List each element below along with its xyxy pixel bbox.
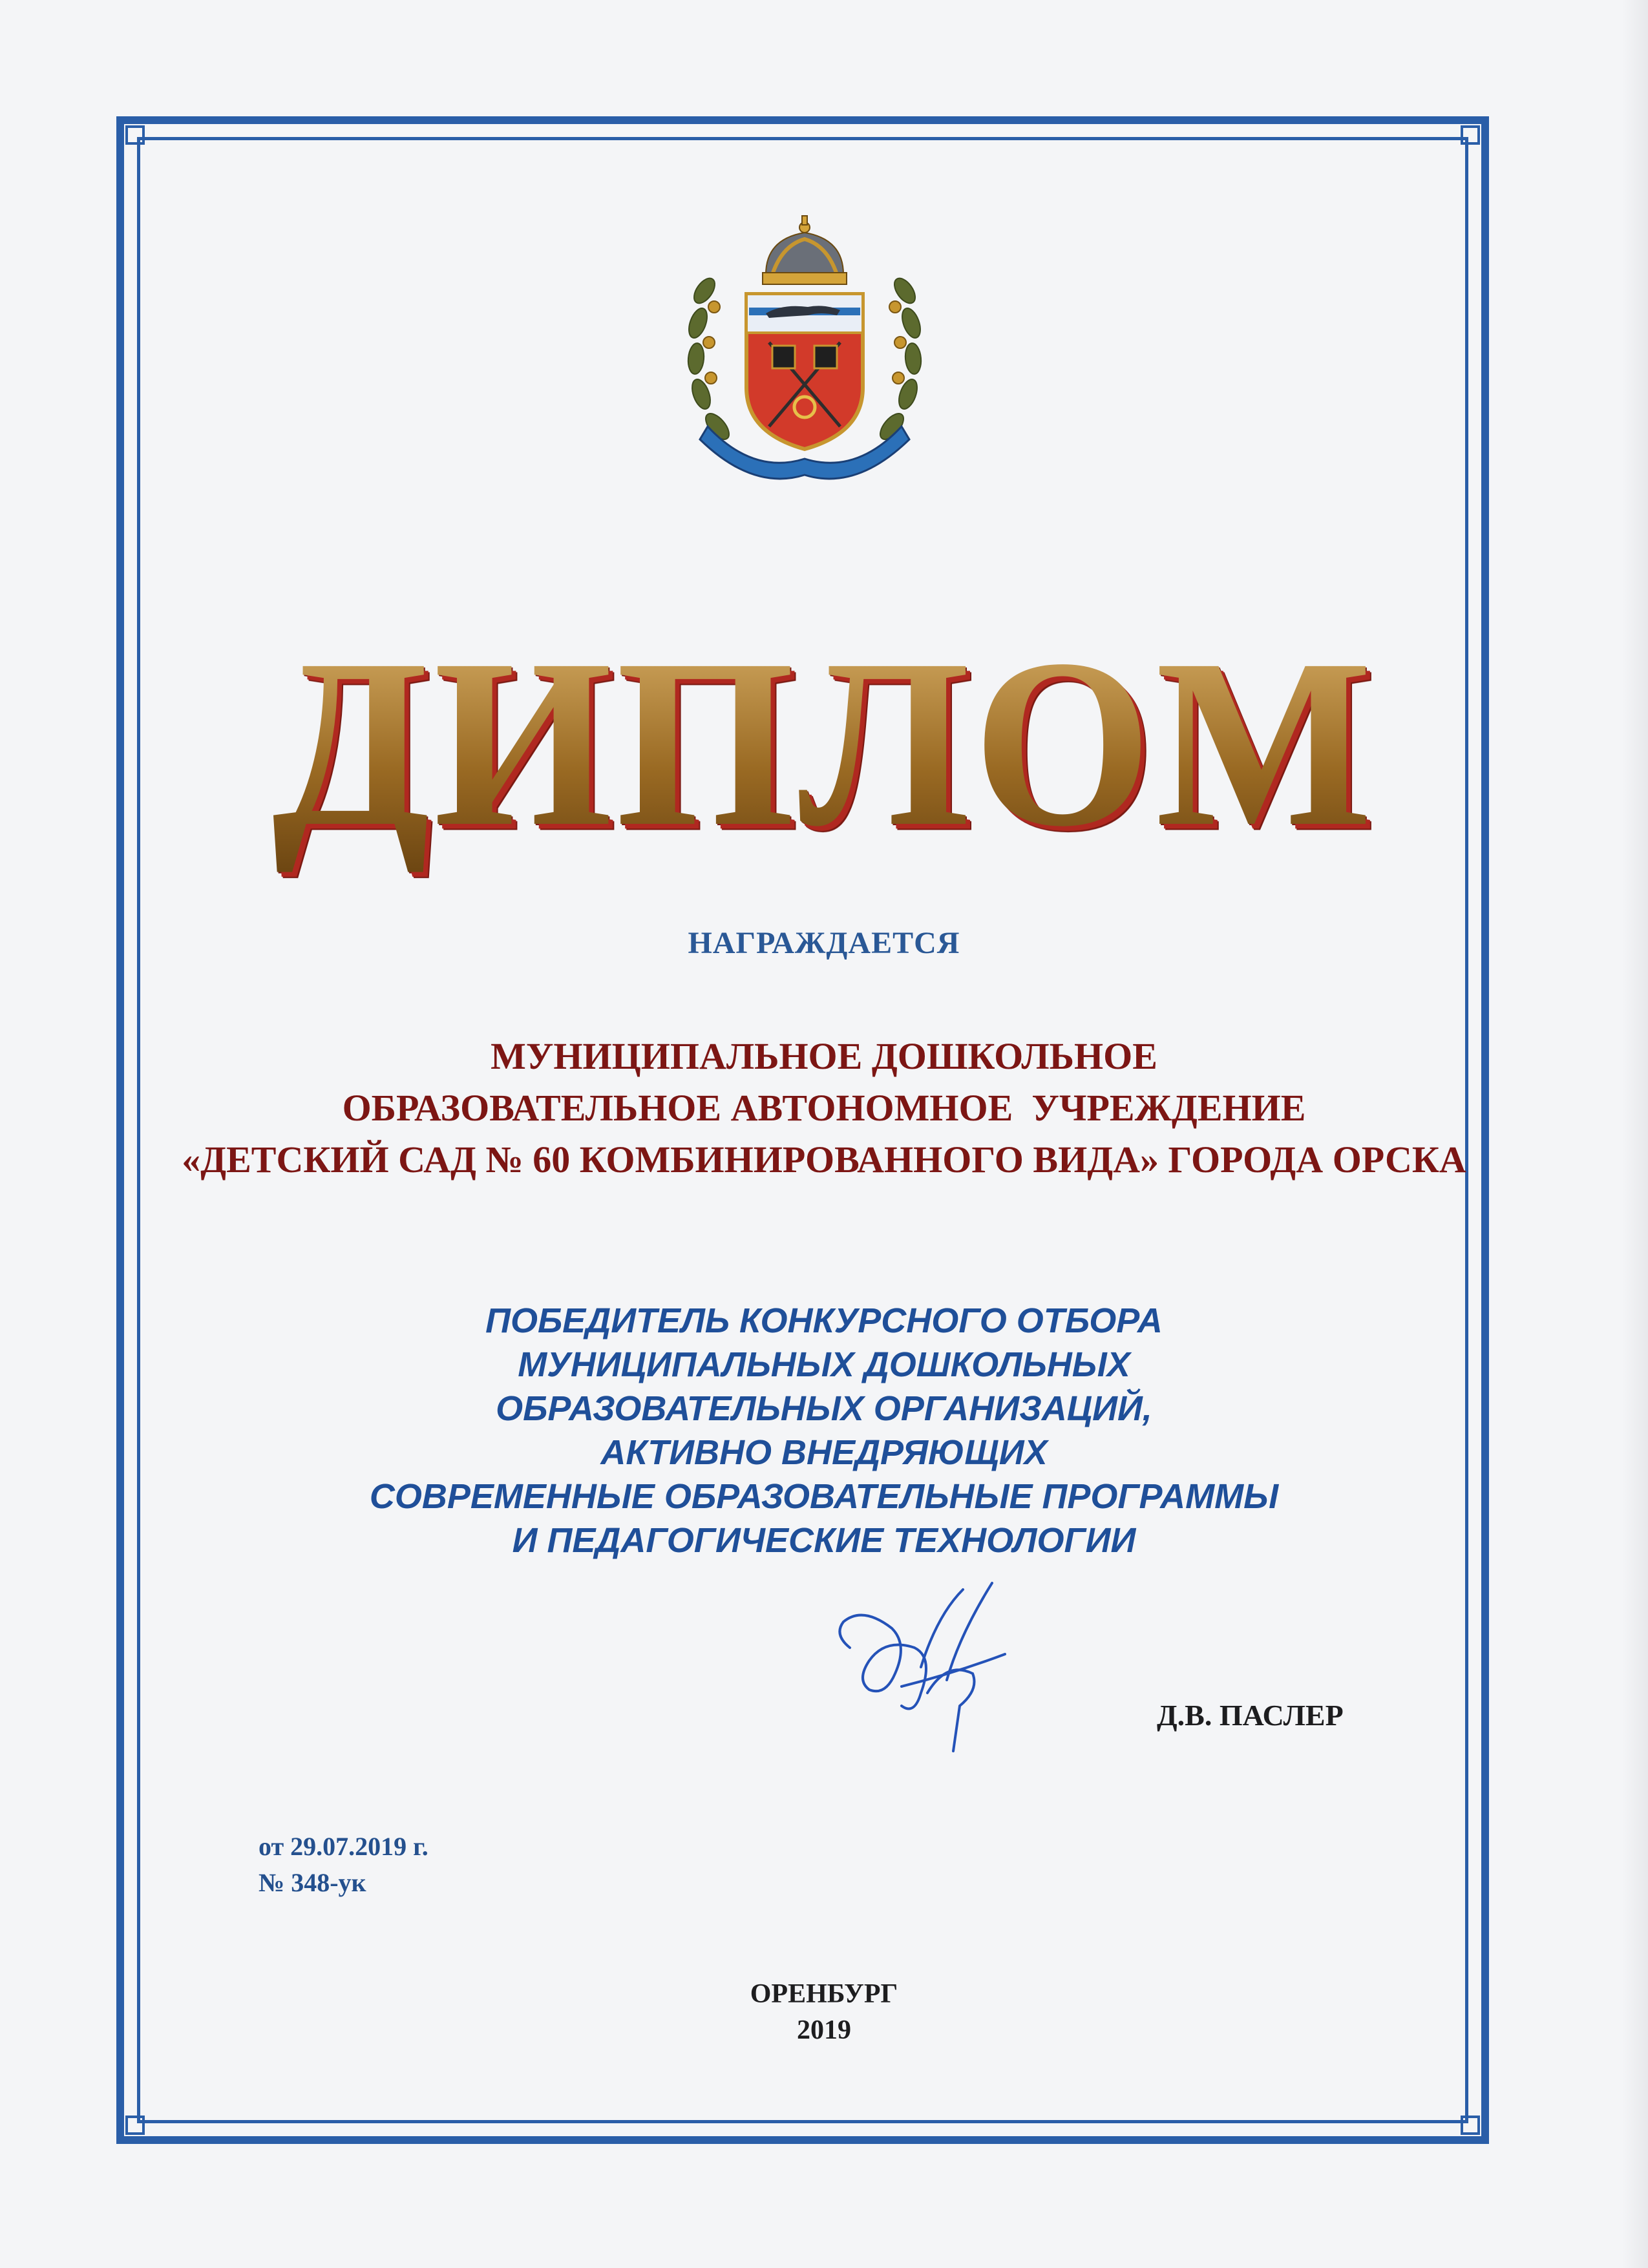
achievement-line: МУНИЦИПАЛЬНЫХ ДОШКОЛЬНЫХ	[518, 1345, 1130, 1384]
border-corner-ornament	[125, 125, 145, 145]
handwritten-signature-icon	[824, 1577, 1031, 1758]
recipient-line: МУНИЦИПАЛЬНОЕ ДОШКОЛЬНОЕ	[491, 1035, 1157, 1077]
issue-year: 2019	[797, 2015, 851, 2045]
achievement-line: ПОБЕДИТЕЛЬ КОНКУРСНОГО ОТБОРА	[485, 1301, 1163, 1340]
border-corner-ornament	[1461, 125, 1480, 145]
border-corner-ornament	[125, 2116, 145, 2135]
diploma-title: ДИПЛОМ	[0, 614, 1648, 872]
signer-name: Д.В. ПАСЛЕР	[1157, 1699, 1344, 1732]
border-corner-ornament	[1461, 2116, 1480, 2135]
orenburg-coat-of-arms-icon	[669, 213, 940, 498]
order-number: № 348-ук	[259, 1868, 366, 1897]
scan-edge-shading	[1622, 0, 1648, 2268]
achievement-line: И ПЕДАГОГИЧЕСКИЕ ТЕХНОЛОГИИ	[512, 1521, 1136, 1560]
awarded-label: НАГРАЖДАЕТСЯ	[688, 926, 960, 960]
recipient-organization	[129, 1031, 1519, 1186]
achievement-line: ОБРАЗОВАТЕЛЬНЫХ ОРГАНИЗАЦИЙ,	[496, 1389, 1152, 1428]
recipient-line: «ДЕТСКИЙ САД № 60 КОМБИНИРОВАННОГО ВИДА» ГОРОДА ОРСКА	[182, 1139, 1466, 1181]
achievement-text	[129, 1299, 1519, 1562]
issue-date: от 29.07.2019 г.	[259, 1832, 428, 1861]
achievement-line: АКТИВНО ВНЕДРЯЮЩИХ	[600, 1433, 1048, 1472]
achievement-line: СОВРЕМЕННЫЕ ОБРАЗОВАТЕЛЬНЫЕ ПРОГРАММЫ	[369, 1477, 1279, 1516]
issue-city: ОРЕНБУРГ	[750, 1979, 898, 2009]
recipient-line: ОБРАЗОВАТЕЛЬНОЕ АВТОНОМНОЕ УЧРЕЖДЕНИЕ	[342, 1087, 1306, 1129]
